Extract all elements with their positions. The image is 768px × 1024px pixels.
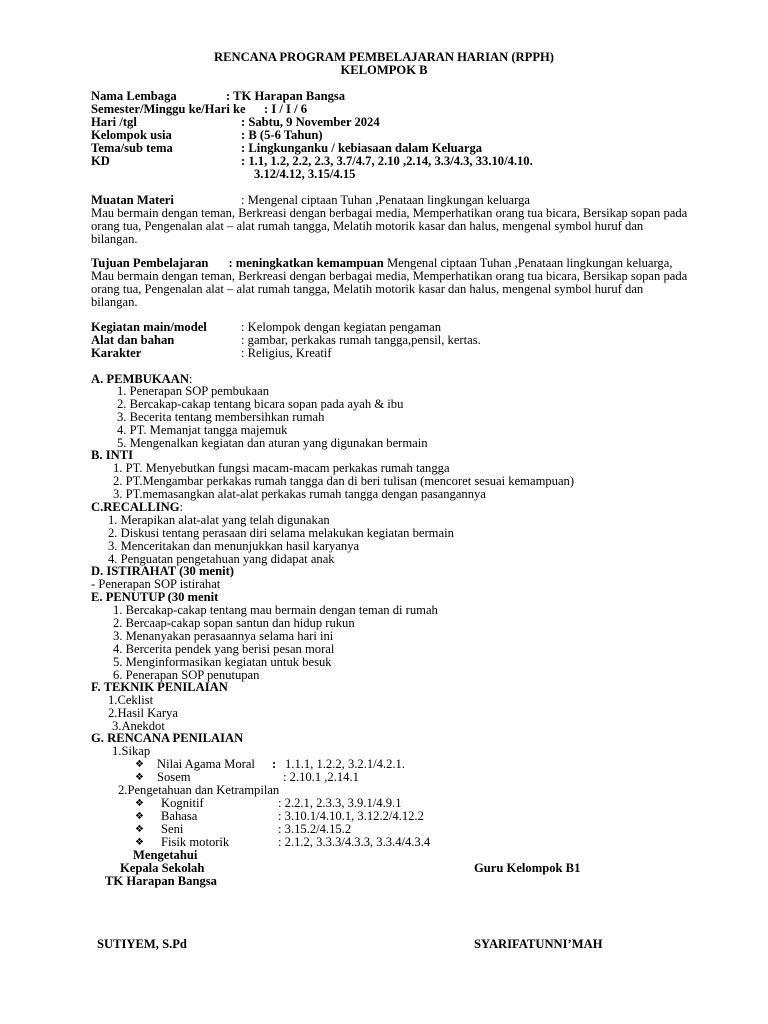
sikap-label: Sosem (157, 770, 191, 784)
karakter-value: : Religius, Kreatif (241, 346, 332, 360)
section-c-colon: : (179, 500, 184, 514)
list-item: 4. Bercerita pendek yang berisi pesan moral (113, 642, 335, 656)
semester-label: Semester/Minggu ke/Hari ke (91, 102, 246, 116)
tujuan-bold: : meningkatkan kemampuan (228, 256, 384, 270)
lembaga-label: Nama Lembaga (91, 89, 177, 103)
list-item: 1. Penerapan SOP pembukaan (117, 384, 270, 398)
usia-value: : B (5-6 Tahun) (241, 128, 323, 142)
section-a-colon: : (188, 372, 193, 386)
sikap-label: Nilai Agama Moral (157, 757, 255, 771)
bullet-icon: ❖ (135, 759, 144, 770)
kd-label: KD (91, 154, 110, 168)
section-a-title: A. PEMBUKAAN (91, 372, 189, 386)
tema-label: Tema/sub tema (91, 141, 173, 155)
document-title: RENCANA PROGRAM PEMBELAJARAN HARIAN (RPPH) (213, 50, 554, 64)
list-item: 3. Menceritakan dan menunjukkan hasil karyanya (108, 539, 360, 553)
section-e-heading: E. PENUTUP (30 menit (91, 590, 219, 604)
bullet-icon: ❖ (135, 772, 144, 783)
sikap-subheading: 1.Sikap (112, 744, 151, 758)
list-item: 5. Menginformasikan kegiatan untuk besuk (113, 655, 332, 669)
sikap-value: 1.1.1, 1.2.2, 3.2.1/4.2.1. (285, 757, 405, 771)
list-item: 4. PT. Memanjat tangga majemuk (117, 423, 288, 437)
bullet-icon: ❖ (135, 824, 144, 835)
list-item: 3. Menanyakan perasaannya selama hari ini (113, 629, 334, 643)
list-item: 2. Diskusi tentang perasaan diri selama melakukan kegiatan bermain (108, 526, 454, 540)
list-item: 1.Ceklist (108, 693, 154, 707)
muatan-label: Muatan Materi (91, 193, 174, 207)
mengetahui-label: Mengetahui (133, 848, 198, 862)
tujuan-label: Tujuan Pembelajaran (91, 256, 209, 270)
sikap-colon: : (272, 757, 277, 771)
karakter-label: Karakter (91, 346, 142, 360)
pengetahuan-value: : 3.10.1/4.10.1, 3.12.2/4.12.2 (278, 809, 424, 823)
pengetahuan-value: : 2.2.1, 2.3.3, 3.9.1/4.9.1 (278, 796, 402, 810)
list-item: 3. PT.memasangkan alat-alat perkakas rumah tangga dengan pasangannya (113, 487, 486, 501)
hari-label: Hari /tgl (91, 115, 137, 129)
muatan-first: : Mengenal ciptaan Tuhan ,Penataan lingkungan keluarga (241, 193, 531, 207)
list-item: 6. Penerapan SOP penutupan (113, 668, 260, 682)
list-item: - Penerapan SOP istirahat (91, 577, 221, 591)
tujuan-paragraph (91, 257, 691, 309)
hari-value: : Sabtu, 9 November 2024 (241, 115, 380, 129)
kegiatan-label: Kegiatan main/model (91, 320, 207, 334)
section-g-heading: G. RENCANA PENILAIAN (91, 731, 244, 745)
guru-name: SYARIFATUNNI’MAH (474, 937, 603, 951)
pengetahuan-label: Fisik motorik (161, 835, 230, 849)
pengetahuan-label: Bahasa (161, 809, 198, 823)
guru-label: Guru Kelompok B1 (474, 861, 581, 875)
usia-label: Kelompok usia (91, 128, 172, 142)
document-subtitle: KELOMPOK B (340, 63, 428, 77)
list-item: 1. Bercakap-cakap tentang mau bermain dengan teman di rumah (113, 603, 438, 617)
list-item: 2. Bercakap-cakap tentang bicara sopan pada ayah & ibu (117, 397, 404, 411)
list-item: 5. Mengenalkan kegiatan dan aturan yang digunakan bermain (117, 436, 428, 450)
school-name: TK Harapan Bangsa (105, 874, 217, 888)
list-item: 1. Merapikan alat-alat yang telah digunakan (108, 513, 330, 527)
pengetahuan-value: : 2.1.2, 3.3.3/4.3.3, 3.3.4/4.3.4 (278, 835, 431, 849)
pengetahuan-value: : 3.15.2/4.15.2 (278, 822, 352, 836)
bullet-icon: ❖ (135, 811, 144, 822)
kepala-sekolah-label: Kepala Sekolah (120, 861, 205, 875)
kd-value: : 1.1, 1.2, 2.2, 2.3, 3.7/4.7, 2.10 ,2.14, 3.3/4.3, 33.10/4.10. (241, 154, 533, 168)
list-item: 1. PT. Menyebutkan fungsi macam-macam perkakas rumah tangga (113, 461, 450, 475)
list-item: 3.Anekdot (112, 719, 165, 733)
semester-value: : I / I / 6 (264, 102, 308, 116)
list-item: 4. Penguatan pengetahuan yang didapat anak (108, 552, 335, 566)
muatan-body: Mau bermain dengan teman, Berkreasi dengan berbagai media, Memperhatikan orang tua bicara, Bersikap sopan pada orang tua, Pengenalan alat – alat rumah tangga, Melatih motorik kasar dan halus, mengenal symbol huruf dan bilangan. (91, 206, 688, 246)
pengetahuan-label: Kognitif (161, 796, 204, 810)
kd-value-cont: 3.12/4.12, 3.15/4.15 (254, 167, 356, 181)
alat-value: : gambar, perkakas rumah tangga,pensil, kertas. (241, 333, 481, 347)
pengetahuan-subheading: 2.Pengetahuan dan Ketrampilan (118, 783, 280, 797)
list-item: 2. Bercaap-cakap sopan santun dan hidup rukun (113, 616, 355, 630)
pengetahuan-label: Seni (161, 822, 184, 836)
kepala-sekolah-name: SUTIYEM, S.Pd (97, 937, 187, 951)
sikap-value: : 2.10.1 ,2.14.1 (283, 770, 359, 784)
section-f-heading: F. TEKNIK PENILAIAN (91, 680, 228, 694)
kegiatan-value: : Kelompok dengan kegiatan pengaman (241, 320, 442, 334)
bullet-icon: ❖ (135, 837, 144, 848)
section-b-heading: B. INTI (91, 448, 133, 462)
bullet-icon: ❖ (135, 798, 144, 809)
section-d-heading: D. ISTIRAHAT (30 menit) (91, 564, 234, 578)
tema-value: : Lingkunganku / kebiasaan dalam Keluarga (241, 141, 483, 155)
alat-label: Alat dan bahan (91, 333, 175, 347)
lembaga-value: : TK Harapan Bangsa (226, 89, 346, 103)
list-item: 3. Becerita tentang membersihkan rumah (117, 410, 325, 424)
list-item: 2. PT.Mengambar perkakas rumah tangga dan di beri tulisan (mencoret sesuai kemampuan) (113, 474, 575, 488)
tujuan-text: Mengenal ciptaan Tuhan ,Penataan lingkungan keluarga, Mau bermain dengan teman, Berkreasi dengan berbagai media, Memperhatikan orang tua bicara, Bersikap sopan pada orang tua, Pengenalan alat – alat rumah tangga, Melatih motorik kasar dan halus, mengenal symbol huruf dan bilangan. (91, 256, 688, 309)
list-item: 2.Hasil Karya (108, 706, 178, 720)
section-c-title: C.RECALLING (91, 500, 180, 514)
